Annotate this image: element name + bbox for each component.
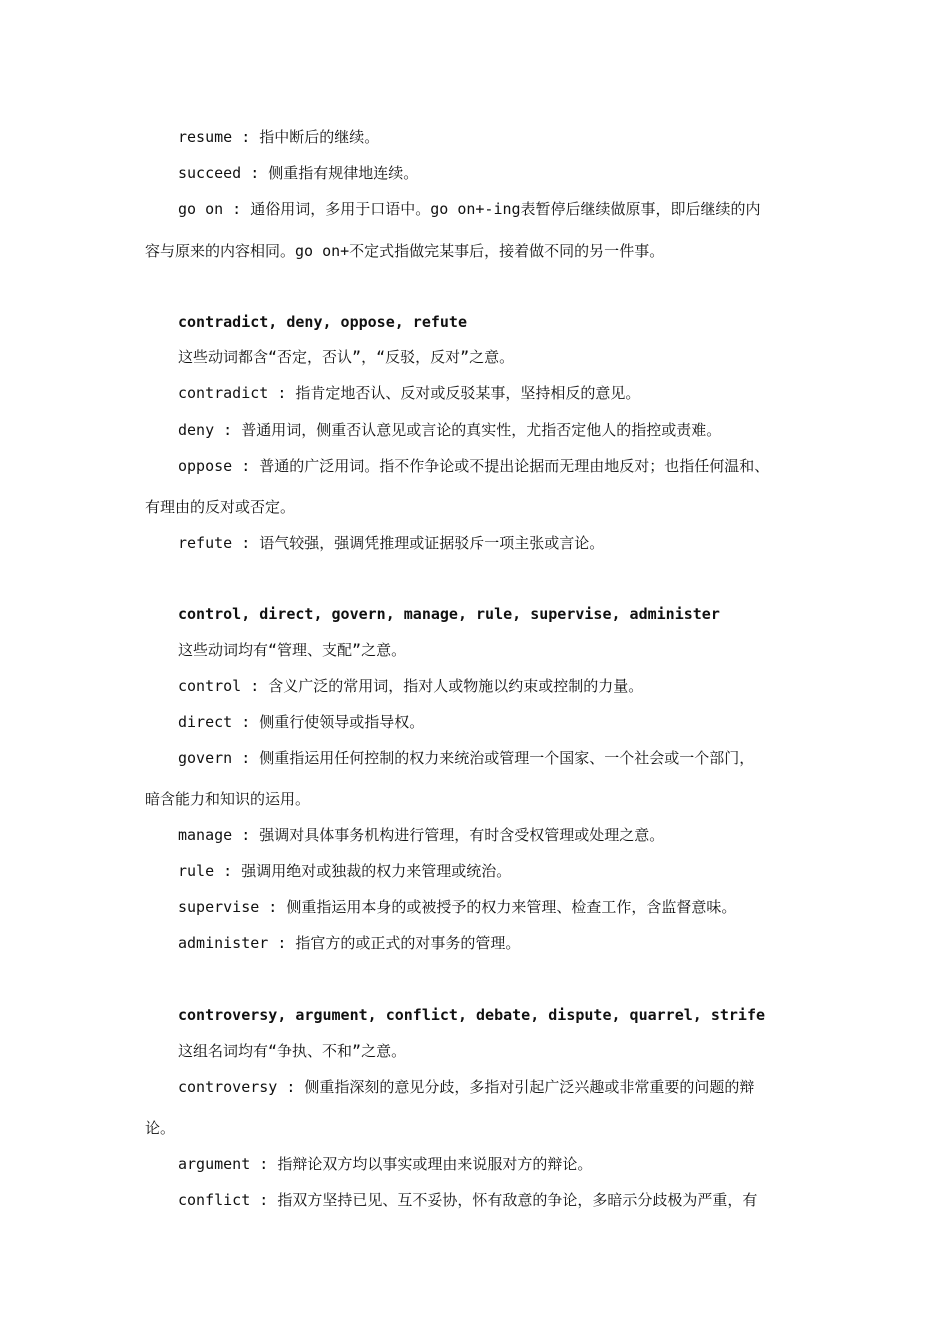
entry-oppose-continued: 有理由的反对或否定。	[145, 498, 296, 516]
entry-contradict: contradict : 指肯定地否认、反对或反驳某事，坚持相反的意见。	[178, 384, 641, 402]
group-heading-contradict: contradict, deny, oppose, refute	[178, 313, 467, 331]
entry-control: control : 含义广泛的常用词，指对人或物施以约束或控制的力量。	[178, 677, 644, 695]
entry-deny: deny : 普通用词，侧重否认意见或言论的真实性，尤指否定他人的指控或责难。	[178, 421, 722, 439]
entry-oppose: oppose : 普通的广泛用词。指不作争论或不提出论据而无理由地反对；也指任何温和、	[178, 457, 770, 475]
entry-controversy-continued: 论。	[145, 1119, 176, 1137]
entry-resume: resume : 指中断后的继续。	[178, 128, 380, 146]
group-heading-control: control, direct, govern, manage, rule, supervise, administer	[178, 605, 720, 623]
entry-rule: rule : 强调用绝对或独裁的权力来管理或统治。	[178, 862, 512, 880]
entry-argument: argument : 指辩论双方均以事实或理由来说服对方的辩论。	[178, 1155, 593, 1173]
entry-direct: direct : 侧重行使领导或指导权。	[178, 713, 425, 731]
entry-govern: govern : 侧重指运用任何控制的权力来统治或管理一个国家、一个社会或一个部门，	[178, 749, 755, 767]
group-intro-control: 这些动词均有“管理、支配”之意。	[178, 641, 407, 659]
group-intro-controversy: 这组名词均有“争执、不和”之意。	[178, 1042, 407, 1060]
entry-controversy: controversy : 侧重指深刻的意见分歧，多指对引起广泛兴趣或非常重要的问题的辩	[178, 1078, 755, 1096]
entry-supervise: supervise : 侧重指运用本身的或被授予的权力来管理、检查工作，含监督意味。	[178, 898, 737, 916]
group-heading-controversy: controversy, argument, conflict, debate, dispute, quarrel, strife	[178, 1006, 765, 1024]
entry-refute: refute : 语气较强，强调凭推理或证据驳斥一项主张或言论。	[178, 534, 605, 552]
entry-administer: administer : 指官方的或正式的对事务的管理。	[178, 934, 521, 952]
entry-conflict: conflict : 指双方坚持已见、互不妥协，怀有敌意的争论，多暗示分歧极为严重，有	[178, 1191, 758, 1209]
entry-manage: manage : 强调对具体事务机构进行管理，有时含受权管理或处理之意。	[178, 826, 665, 844]
entry-govern-continued: 暗含能力和知识的运用。	[145, 790, 311, 808]
entry-succeed: succeed : 侧重指有规律地连续。	[178, 164, 419, 182]
group-intro-contradict: 这些动词都含“否定，否认”，“反驳，反对”之意。	[178, 348, 515, 366]
entry-go-on: go on : 通俗用词，多用于口语中。go on+-ing表暂停后继续做原事，即后继续的内	[178, 200, 761, 218]
entry-go-on-continued: 容与原来的内容相同。go on+不定式指做完某事后，接着做不同的另一件事。	[145, 242, 665, 260]
